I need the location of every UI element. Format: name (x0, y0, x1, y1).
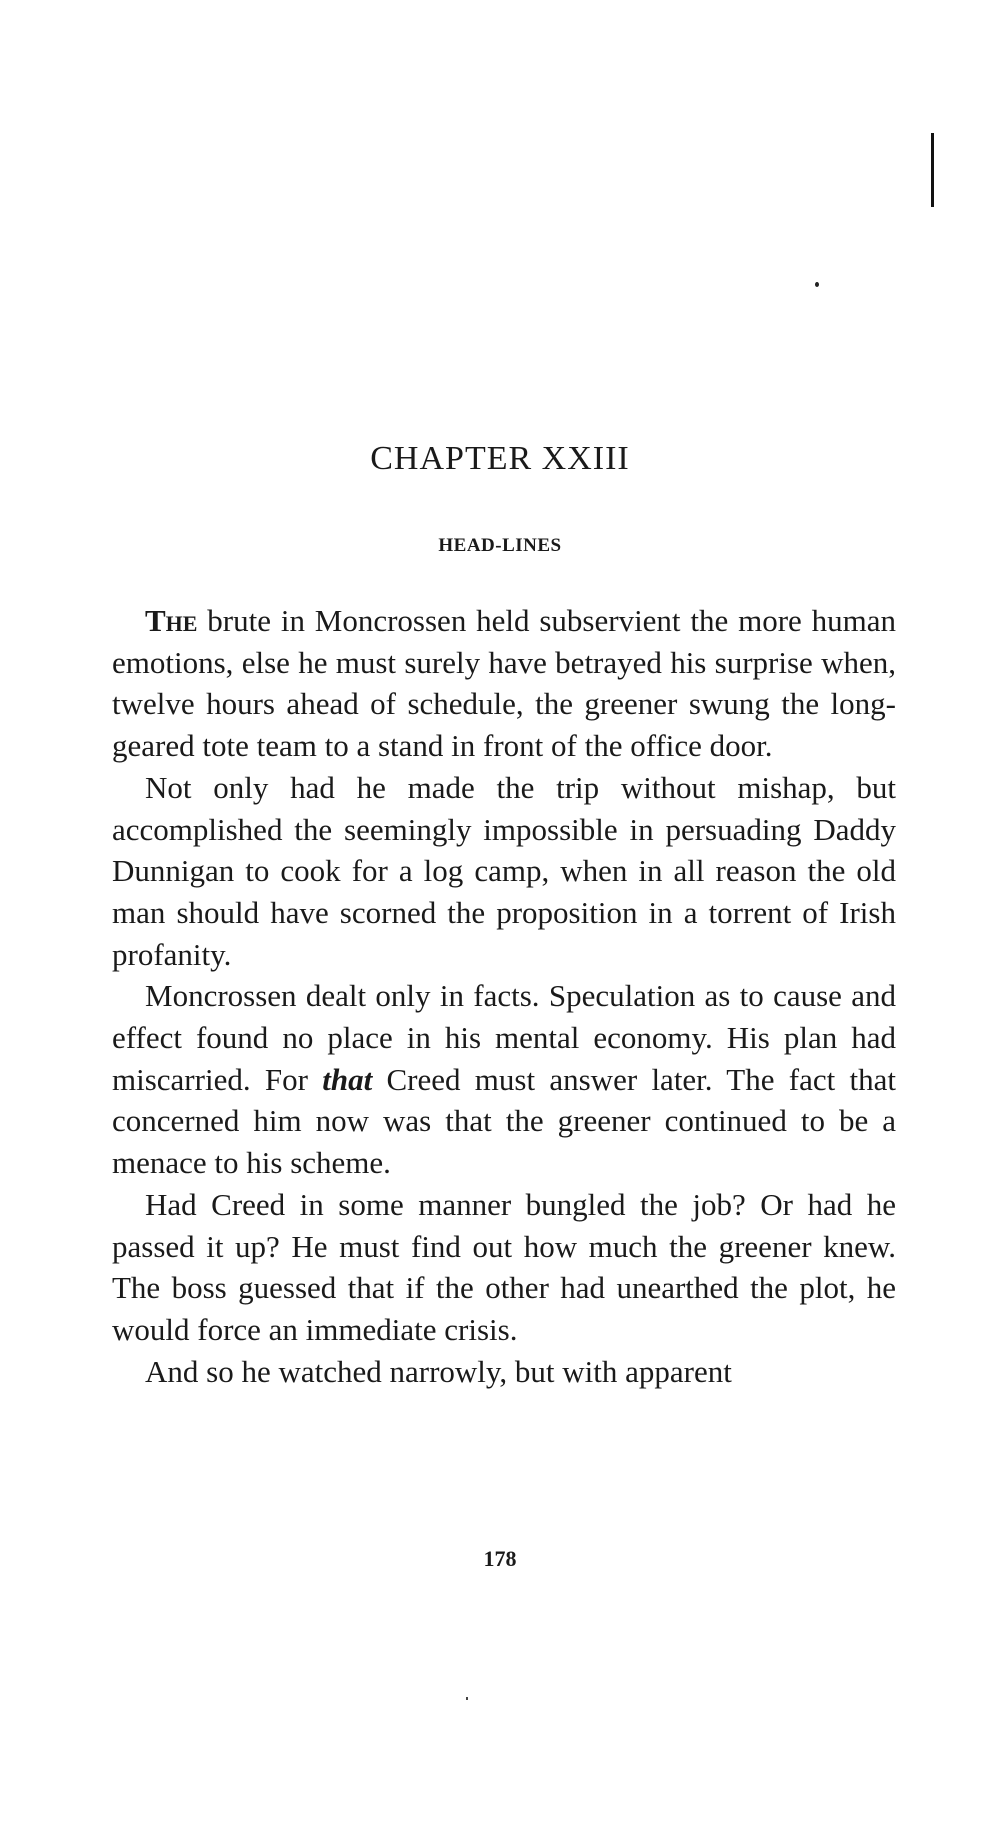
paragraph-4: Had Creed in some manner bungled the job? Or had he passed it up? He must find out how much the greener knew. The boss guessed that if the other had unearthed the plot, he would force an immediate crisis. (112, 1186, 896, 1347)
scan-artifact-line (931, 133, 934, 207)
scan-artifact-dot-bottom (466, 1697, 468, 1700)
paragraph-1-text: brute in Moncrossen held subservient the more human emotions, else he must surely have betrayed his surprise when, twelve hours ahead of schedule, the greener swung the long-geared tote team to a stand in front of the office door. (112, 603, 896, 764)
paragraph-3 (112, 975, 896, 1184)
body-text (112, 600, 896, 1392)
paragraph-3-emphasis: that (322, 1061, 373, 1097)
chapter-title: CHAPTER XXIII (370, 440, 630, 477)
paragraph-3-text-b: Creed must answer later. The fact that concerned him now was that the greener continued to be a menace to his scheme. (112, 1061, 896, 1181)
paragraph-5: And so he watched narrowly, but with apparent (145, 1353, 732, 1389)
chapter-subtitle: HEAD-LINES (438, 535, 562, 556)
paragraph-1 (112, 600, 896, 767)
scan-artifact-dot (815, 282, 819, 287)
page-number: 178 (483, 1546, 517, 1571)
paragraph-3-text-a: Moncrossen dealt only in facts. Speculation as to cause and effect found no place in his mental economy. His plan had miscarried. For (112, 978, 896, 1097)
paragraph-2: Not only had he made the trip without mishap, but accomplished the seemingly impossible in persuading Daddy Dunnigan to cook for a log camp, when in all reason the old man should have scorned the proposition in a torrent of Irish profanity. (112, 769, 896, 972)
paragraph-lead-word: The (145, 603, 198, 638)
